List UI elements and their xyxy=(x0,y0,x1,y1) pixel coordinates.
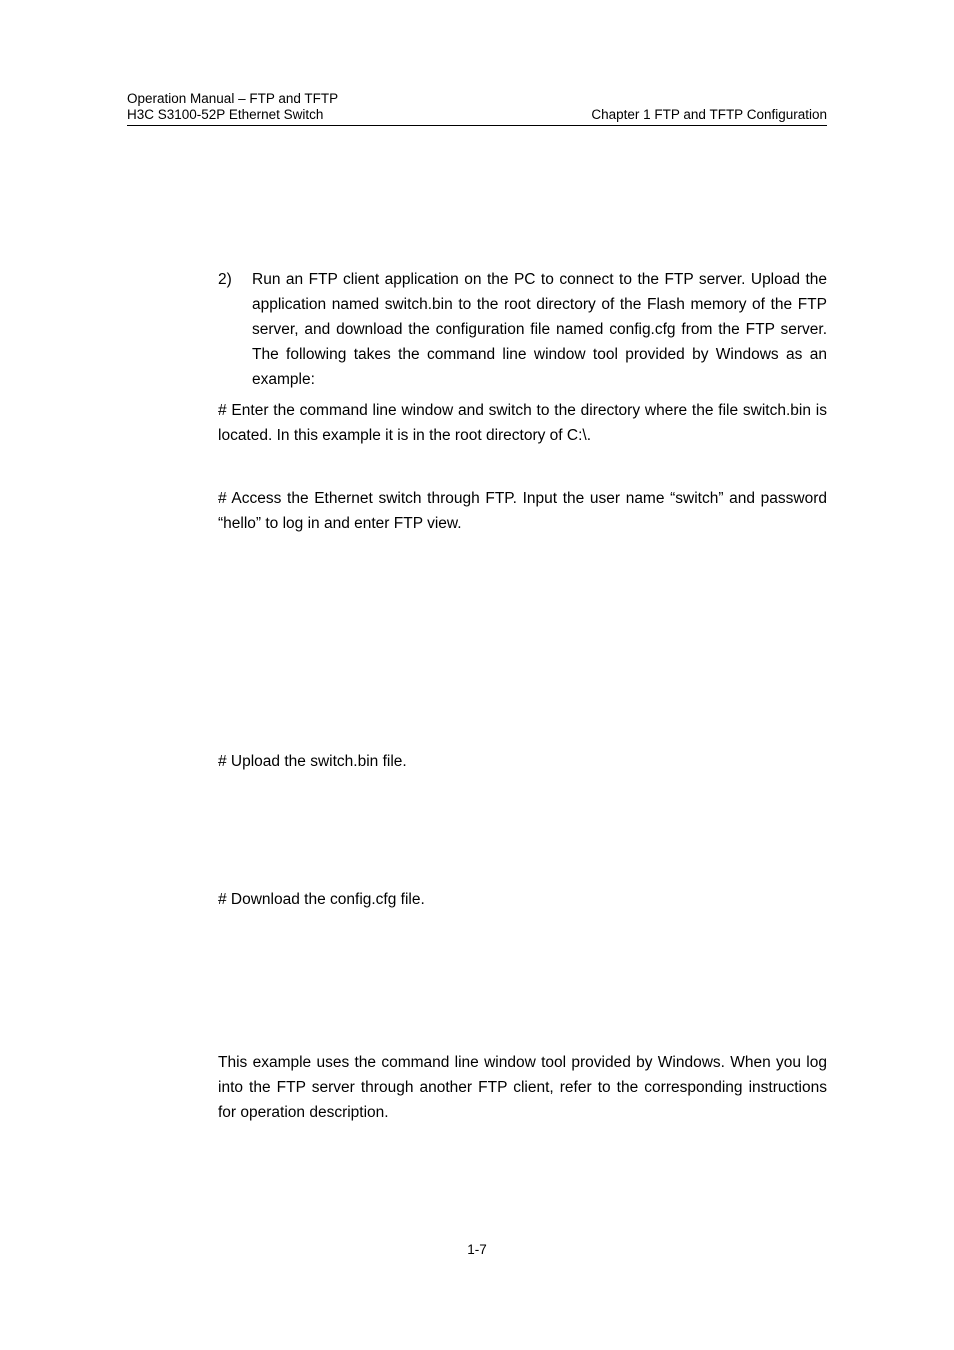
manual-title: Operation Manual – FTP and TFTP xyxy=(127,91,339,106)
paragraph-access-switch: # Access the Ethernet switch through FTP. Input the user name “switch” and password “hello” to log in and enter FTP view. xyxy=(218,490,827,532)
paragraph-note: This example uses the command line window tool provided by Windows. When you log into the FTP server through another FTP client, refer to the corresponding instructions for operation description. xyxy=(218,1054,827,1121)
header-left xyxy=(127,91,338,123)
product-name: H3C S3100-52P Ethernet Switch xyxy=(127,107,324,122)
paragraph-upload: # Upload the switch.bin file. xyxy=(218,753,407,770)
paragraph-enter-cmd: # Enter the command line window and switch to the directory where the file switch.bin is located. In this example it is in the root directory of C:\. xyxy=(218,402,827,444)
step-number: 2) xyxy=(218,271,232,288)
page-header xyxy=(127,90,827,126)
paragraph-download: # Download the config.cfg file. xyxy=(218,891,425,908)
page-number: 1-7 xyxy=(467,1242,487,1257)
step-text: Run an FTP client application on the PC to connect to the FTP server. Upload the application named switch.bin to the root directory of the Flash memory of the FTP server, and download the configuration file named config.cfg from the FTP server. The following takes the command line window tool provided by Windows as an example: xyxy=(252,271,827,388)
chapter-title: Chapter 1 FTP and TFTP Configuration xyxy=(591,107,827,122)
